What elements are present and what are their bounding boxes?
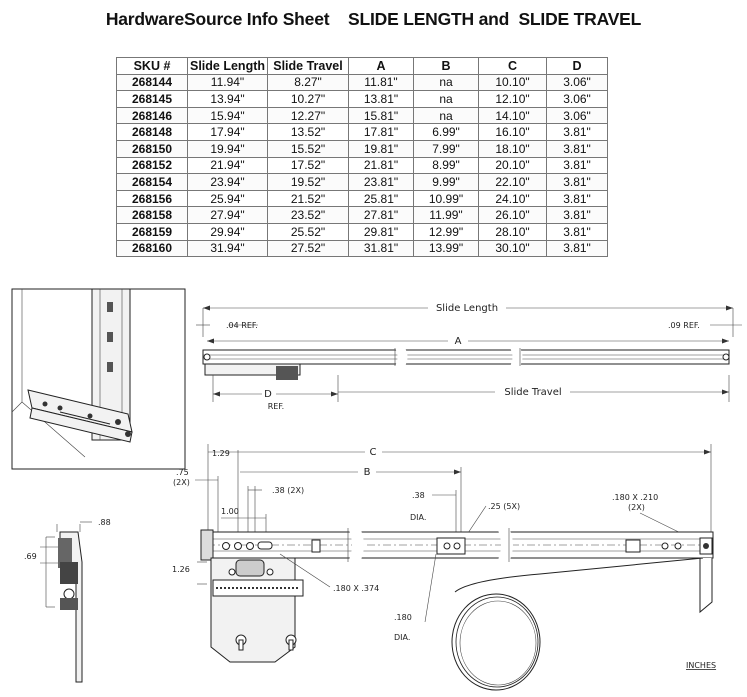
sku-cell: 268150	[117, 140, 188, 157]
table-cell: 19.94"	[188, 140, 268, 157]
table-cell: 13.52"	[268, 124, 349, 141]
table-cell: 3.06"	[547, 91, 608, 108]
sku-cell: 268158	[117, 207, 188, 224]
table-cell: 29.94"	[188, 223, 268, 240]
table-cell: 27.81"	[349, 207, 414, 224]
table-row	[117, 223, 608, 240]
table-row	[117, 240, 608, 257]
dia-label-b: DIA.	[394, 633, 411, 642]
table-cell: 17.52"	[268, 157, 349, 174]
end-view	[24, 518, 111, 682]
side-view	[196, 303, 742, 411]
slide-dimension-drawing	[0, 262, 747, 697]
dim-069-label: .69	[24, 552, 37, 561]
table-row	[117, 174, 608, 191]
table-cell: 3.81"	[547, 157, 608, 174]
column-header: A	[349, 58, 414, 75]
table-cell: na	[414, 74, 479, 91]
table-row	[117, 140, 608, 157]
table-cell: 15.52"	[268, 140, 349, 157]
sku-cell: 268148	[117, 124, 188, 141]
table-cell: 10.10"	[479, 74, 547, 91]
dim-180x210-count: (2X)	[628, 503, 645, 512]
sku-cell: 268159	[117, 223, 188, 240]
table-cell: 3.06"	[547, 107, 608, 124]
table-cell: 13.94"	[188, 91, 268, 108]
table-row	[117, 190, 608, 207]
table-cell: na	[414, 107, 479, 124]
table-cell: 3.81"	[547, 124, 608, 141]
table-cell: 26.10"	[479, 207, 547, 224]
table-cell: 10.99"	[414, 190, 479, 207]
table-cell: 3.81"	[547, 174, 608, 191]
table-cell: 25.94"	[188, 190, 268, 207]
dim-180x210-label: .180 X .210	[612, 493, 659, 502]
dim-129-label: 1.29	[212, 449, 230, 458]
plan-view	[173, 444, 716, 690]
table-cell: 25.81"	[349, 190, 414, 207]
table-row	[117, 207, 608, 224]
table-cell: 3.81"	[547, 207, 608, 224]
table-cell: 11.94"	[188, 74, 268, 91]
dim-038-label: .38	[412, 491, 425, 500]
table-cell: 9.99"	[414, 174, 479, 191]
units-label: INCHES	[686, 661, 717, 670]
dim-075-count: (2X)	[173, 478, 190, 487]
page-title: HardwareSource Info Sheet SLIDE LENGTH and SLIDE TRAVEL	[105, 9, 642, 29]
table-cell: 12.10"	[479, 91, 547, 108]
table-cell: 8.27"	[268, 74, 349, 91]
column-header: C	[479, 58, 547, 75]
table-cell: 21.81"	[349, 157, 414, 174]
dim-180-label: .180	[394, 613, 412, 622]
dim-088-label: .88	[98, 518, 111, 527]
table-cell: 8.99"	[414, 157, 479, 174]
table-cell: 18.10"	[479, 140, 547, 157]
table-cell: 3.81"	[547, 223, 608, 240]
table-cell: 27.52"	[268, 240, 349, 257]
ref-04-label: .04 REF.	[226, 321, 258, 330]
dia-label-a: DIA.	[410, 513, 427, 522]
sku-cell: 268146	[117, 107, 188, 124]
table-cell: 19.52"	[268, 174, 349, 191]
table-cell: 3.81"	[547, 140, 608, 157]
table-cell: 15.94"	[188, 107, 268, 124]
dim-180x374-label: .180 X .374	[333, 584, 380, 593]
table-cell: 3.81"	[547, 240, 608, 257]
table-cell: 27.94"	[188, 207, 268, 224]
column-header: Slide Travel	[268, 58, 349, 75]
table-cell: 25.52"	[268, 223, 349, 240]
slide-spec-table	[116, 57, 608, 257]
table-cell: 11.99"	[414, 207, 479, 224]
column-header: B	[414, 58, 479, 75]
table-cell: 7.99"	[414, 140, 479, 157]
table-cell: 23.81"	[349, 174, 414, 191]
table-cell: 31.81"	[349, 240, 414, 257]
dim-126-label: 1.26	[172, 565, 190, 574]
slide-travel-label: Slide Travel	[504, 387, 562, 398]
table-cell: 30.10"	[479, 240, 547, 257]
table-cell: 17.94"	[188, 124, 268, 141]
table-cell: 16.10"	[479, 124, 547, 141]
sku-cell: 268145	[117, 91, 188, 108]
sku-cell: 268144	[117, 74, 188, 91]
table-cell: 17.81"	[349, 124, 414, 141]
table-cell: 31.94"	[188, 240, 268, 257]
table-cell: 24.10"	[479, 190, 547, 207]
table-cell: 13.99"	[414, 240, 479, 257]
table-cell: 23.52"	[268, 207, 349, 224]
table-cell: 21.94"	[188, 157, 268, 174]
table-cell: 14.10"	[479, 107, 547, 124]
slide-length-label: Slide Length	[435, 303, 499, 314]
sku-cell: 268160	[117, 240, 188, 257]
dim-b-label: B	[363, 467, 371, 478]
table-cell: 6.99"	[414, 124, 479, 141]
table-row	[117, 124, 608, 141]
table-cell: 23.94"	[188, 174, 268, 191]
table-cell: 12.99"	[414, 223, 479, 240]
table-cell: 28.10"	[479, 223, 547, 240]
table-cell: 21.52"	[268, 190, 349, 207]
dim-c-label: C	[369, 447, 377, 458]
table-row	[117, 91, 608, 108]
table-cell: 20.10"	[479, 157, 547, 174]
sku-cell: 268154	[117, 174, 188, 191]
column-header: D	[547, 58, 608, 75]
table-body	[117, 74, 608, 257]
dim-038-2x-label: .38 (2X)	[272, 486, 305, 495]
table-cell: 11.81"	[349, 74, 414, 91]
dim-025-5x-label: .25 (5X)	[488, 502, 521, 511]
dim-d-label: D	[264, 389, 272, 400]
column-header: Slide Length	[188, 58, 268, 75]
table-header-row	[117, 58, 608, 75]
table-row	[117, 74, 608, 91]
table-cell: 19.81"	[349, 140, 414, 157]
dim-075-label: .75	[176, 468, 189, 477]
table-cell: 15.81"	[349, 107, 414, 124]
column-header: SKU #	[117, 58, 188, 75]
table-cell: 12.27"	[268, 107, 349, 124]
table-cell: 22.10"	[479, 174, 547, 191]
dim-100-label: 1.00	[221, 507, 239, 516]
table-cell: 29.81"	[349, 223, 414, 240]
table-cell: 3.81"	[547, 190, 608, 207]
table-row	[117, 157, 608, 174]
table-cell: 13.81"	[349, 91, 414, 108]
sku-cell: 268152	[117, 157, 188, 174]
ref-09-label: .09 REF.	[668, 321, 700, 330]
cabinet-inset-illustration	[12, 289, 185, 469]
ref-d-label: REF.	[267, 402, 285, 411]
dim-a-label: A	[454, 336, 462, 347]
table-row	[117, 107, 608, 124]
table-cell: na	[414, 91, 479, 108]
table-cell: 3.06"	[547, 74, 608, 91]
table-cell: 10.27"	[268, 91, 349, 108]
sku-cell: 268156	[117, 190, 188, 207]
